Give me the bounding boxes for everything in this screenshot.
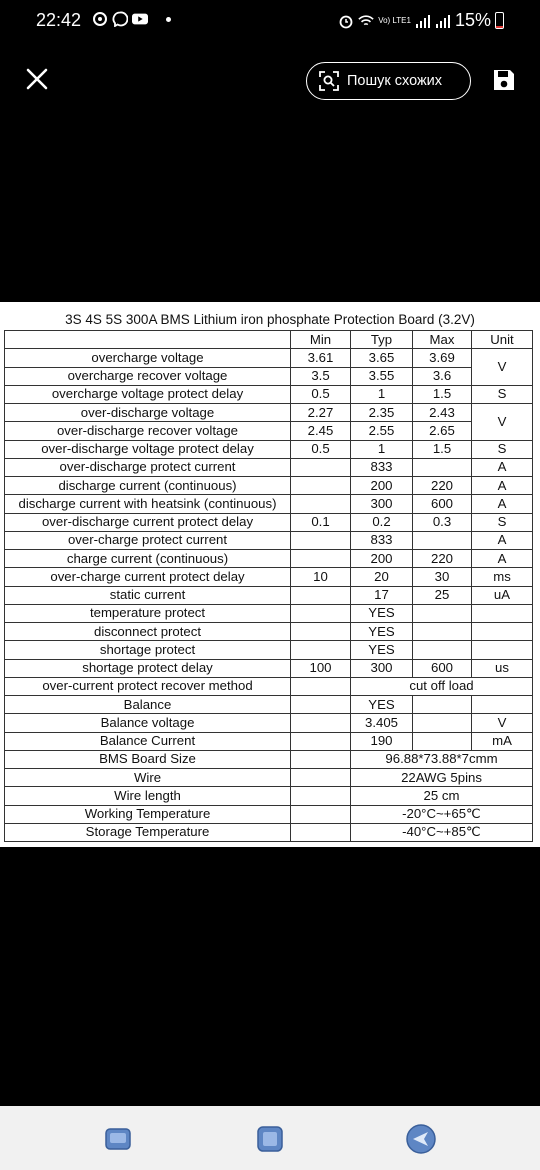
param-cell: static current: [5, 586, 291, 604]
max-cell: [413, 696, 472, 714]
table-row: [5, 513, 533, 531]
wifi-icon: [358, 13, 374, 29]
max-cell: [413, 531, 472, 549]
max-cell: 2.65: [413, 422, 472, 440]
recent-apps-icon: [102, 1123, 134, 1155]
min-cell: 0.5: [291, 385, 351, 403]
table-row: [5, 823, 533, 841]
table-row: [5, 677, 533, 695]
navigation-bar: [0, 1106, 540, 1170]
table-row: [5, 696, 533, 714]
max-cell: 600: [413, 659, 472, 677]
empty-min-cell: [291, 677, 351, 695]
param-cell: charge current (continuous): [5, 550, 291, 568]
max-cell: 220: [413, 477, 472, 495]
alarm-icon: [338, 13, 354, 29]
unit-cell: uA: [472, 586, 533, 604]
spec-title: 3S 4S 5S 300A BMS Lithium iron phosphate Protection Board (3.2V): [65, 312, 475, 327]
unit-cell: A: [472, 458, 533, 476]
param-cell: over-discharge current protect delay: [5, 513, 291, 531]
table-header-row: [5, 331, 533, 349]
param-cell: discharge current with heatsink (continuous): [5, 495, 291, 513]
typ-cell: 0.2: [351, 513, 413, 531]
max-cell: 3.69: [413, 349, 472, 367]
home-button[interactable]: [253, 1122, 287, 1156]
param-cell: over-discharge recover voltage: [5, 422, 291, 440]
table-row: [5, 623, 533, 641]
param-cell: over-charge current protect delay: [5, 568, 291, 586]
param-cell: Working Temperature: [5, 805, 291, 823]
unit-cell: S: [472, 440, 533, 458]
value-cell: 96.88*73.88*7cmm: [351, 750, 533, 768]
unit-cell: A: [472, 550, 533, 568]
unit-cell: ms: [472, 568, 533, 586]
param-cell: overcharge recover voltage: [5, 367, 291, 385]
param-cell: over-discharge voltage protect delay: [5, 440, 291, 458]
min-cell: [291, 531, 351, 549]
table-row: [5, 404, 533, 422]
typ-cell: 200: [351, 550, 413, 568]
typ-cell: YES: [351, 623, 413, 641]
table-row: [5, 367, 533, 385]
typ-cell: 3.55: [351, 367, 413, 385]
unit-cell: A: [472, 495, 533, 513]
table-row: [5, 568, 533, 586]
max-cell: [413, 641, 472, 659]
table-row: [5, 787, 533, 805]
image-search-icon: [319, 71, 339, 91]
max-cell: 600: [413, 495, 472, 513]
min-cell: [291, 641, 351, 659]
max-cell: 30: [413, 568, 472, 586]
min-cell: [291, 495, 351, 513]
table-row: [5, 641, 533, 659]
table-row: [5, 805, 533, 823]
unit-cell: [472, 696, 533, 714]
back-button[interactable]: [404, 1122, 438, 1156]
max-cell: 2.43: [413, 404, 472, 422]
unit-cell: A: [472, 531, 533, 549]
min-cell: 100: [291, 659, 351, 677]
empty-min-cell: [291, 823, 351, 841]
viber-icon: [112, 11, 128, 27]
battery-percent: 15%: [454, 10, 491, 30]
unit-cell: A: [472, 477, 533, 495]
param-cell: shortage protect: [5, 641, 291, 659]
table-row: [5, 495, 533, 513]
param-cell: Wire: [5, 769, 291, 787]
unit-cell: V: [472, 349, 533, 386]
table-row: [5, 586, 533, 604]
min-cell: [291, 477, 351, 495]
min-cell: 0.5: [291, 440, 351, 458]
max-cell: 3.6: [413, 367, 472, 385]
max-cell: [413, 623, 472, 641]
typ-cell: YES: [351, 696, 413, 714]
battery-icon: [495, 12, 504, 29]
table-row: [5, 714, 533, 732]
signal-icon-2: [435, 13, 451, 29]
unit-cell: [472, 623, 533, 641]
header-param: [5, 331, 291, 349]
max-cell: [413, 732, 472, 750]
param-cell: discharge current (continuous): [5, 477, 291, 495]
param-cell: Balance voltage: [5, 714, 291, 732]
param-cell: over-discharge protect current: [5, 458, 291, 476]
min-cell: [291, 586, 351, 604]
param-cell: disconnect protect: [5, 623, 291, 641]
param-cell: overcharge voltage: [5, 349, 291, 367]
unit-cell: S: [472, 385, 533, 403]
max-cell: 1.5: [413, 385, 472, 403]
typ-cell: 190: [351, 732, 413, 750]
save-button[interactable]: [488, 64, 520, 96]
max-cell: 25: [413, 586, 472, 604]
value-cell: 22AWG 5pins: [351, 769, 533, 787]
min-cell: [291, 696, 351, 714]
max-cell: 220: [413, 550, 472, 568]
back-icon: [405, 1123, 437, 1155]
table-row: [5, 477, 533, 495]
max-cell: [413, 714, 472, 732]
empty-min-cell: [291, 787, 351, 805]
empty-min-cell: [291, 769, 351, 787]
header-min: Min: [291, 331, 351, 349]
param-cell: temperature protect: [5, 604, 291, 622]
unit-cell: V: [472, 404, 533, 441]
value-cell: -40°C~+85℃: [351, 823, 533, 841]
spec-table: [4, 330, 533, 842]
param-cell: over-charge protect current: [5, 531, 291, 549]
max-cell: [413, 604, 472, 622]
typ-cell: YES: [351, 604, 413, 622]
table-row: [5, 659, 533, 677]
typ-cell: 1: [351, 440, 413, 458]
param-cell: overcharge voltage protect delay: [5, 385, 291, 403]
param-cell: BMS Board Size: [5, 750, 291, 768]
min-cell: 2.27: [291, 404, 351, 422]
typ-cell: 17: [351, 586, 413, 604]
typ-cell: 20: [351, 568, 413, 586]
recent-apps-button[interactable]: [101, 1122, 135, 1156]
table-row: [5, 349, 533, 367]
typ-cell: 300: [351, 495, 413, 513]
image-preview[interactable]: [0, 302, 540, 847]
table-row: [5, 769, 533, 787]
max-cell: 1.5: [413, 440, 472, 458]
typ-cell: 300: [351, 659, 413, 677]
table-row: [5, 458, 533, 476]
unit-cell: mA: [472, 732, 533, 750]
close-icon: [26, 68, 48, 90]
more-notifications-icon: [166, 17, 171, 22]
min-cell: [291, 458, 351, 476]
table-row: [5, 440, 533, 458]
table-row: [5, 550, 533, 568]
max-cell: [413, 458, 472, 476]
min-cell: 0.1: [291, 513, 351, 531]
table-row: [5, 422, 533, 440]
min-cell: [291, 604, 351, 622]
search-similar-label: Пошук схожих: [347, 73, 443, 89]
unit-cell: [472, 604, 533, 622]
min-cell: [291, 732, 351, 750]
value-cell: 25 cm: [351, 787, 533, 805]
home-icon: [254, 1123, 286, 1155]
typ-cell: YES: [351, 641, 413, 659]
table-row: [5, 732, 533, 750]
network-label: Vo) LTE1: [378, 15, 411, 25]
search-similar-button[interactable]: [306, 62, 471, 100]
viewer-toolbar: [0, 56, 540, 108]
unit-cell: [472, 641, 533, 659]
max-cell: 0.3: [413, 513, 472, 531]
min-cell: 3.61: [291, 349, 351, 367]
value-cell: cut off load: [351, 677, 533, 695]
typ-cell: 2.55: [351, 422, 413, 440]
header-unit: Unit: [472, 331, 533, 349]
header-typ: Typ: [351, 331, 413, 349]
param-cell: Balance Current: [5, 732, 291, 750]
table-row: [5, 385, 533, 403]
typ-cell: 2.35: [351, 404, 413, 422]
min-cell: 3.5: [291, 367, 351, 385]
table-row: [5, 750, 533, 768]
empty-min-cell: [291, 750, 351, 768]
typ-cell: 833: [351, 458, 413, 476]
param-cell: Storage Temperature: [5, 823, 291, 841]
status-time: 22:42: [36, 10, 82, 30]
value-cell: -20°C~+65℃: [351, 805, 533, 823]
save-icon: [491, 67, 517, 93]
empty-min-cell: [291, 805, 351, 823]
status-bar: [0, 0, 540, 44]
typ-cell: 3.65: [351, 349, 413, 367]
unit-cell: S: [472, 513, 533, 531]
close-button[interactable]: [20, 62, 54, 96]
min-cell: [291, 550, 351, 568]
table-row: [5, 531, 533, 549]
param-cell: over-current protect recover method: [5, 677, 291, 695]
min-cell: 2.45: [291, 422, 351, 440]
param-cell: shortage protect delay: [5, 659, 291, 677]
param-cell: Balance: [5, 696, 291, 714]
typ-cell: 200: [351, 477, 413, 495]
typ-cell: 833: [351, 531, 413, 549]
signal-icon: [415, 13, 431, 29]
min-cell: [291, 714, 351, 732]
param-cell: over-discharge voltage: [5, 404, 291, 422]
unit-cell: V: [472, 714, 533, 732]
param-cell: Wire length: [5, 787, 291, 805]
typ-cell: 1: [351, 385, 413, 403]
youtube-icon: [132, 11, 148, 27]
sync-icon: [92, 11, 108, 27]
table-row: [5, 604, 533, 622]
header-max: Max: [413, 331, 472, 349]
unit-cell: us: [472, 659, 533, 677]
min-cell: 10: [291, 568, 351, 586]
typ-cell: 3.405: [351, 714, 413, 732]
min-cell: [291, 623, 351, 641]
